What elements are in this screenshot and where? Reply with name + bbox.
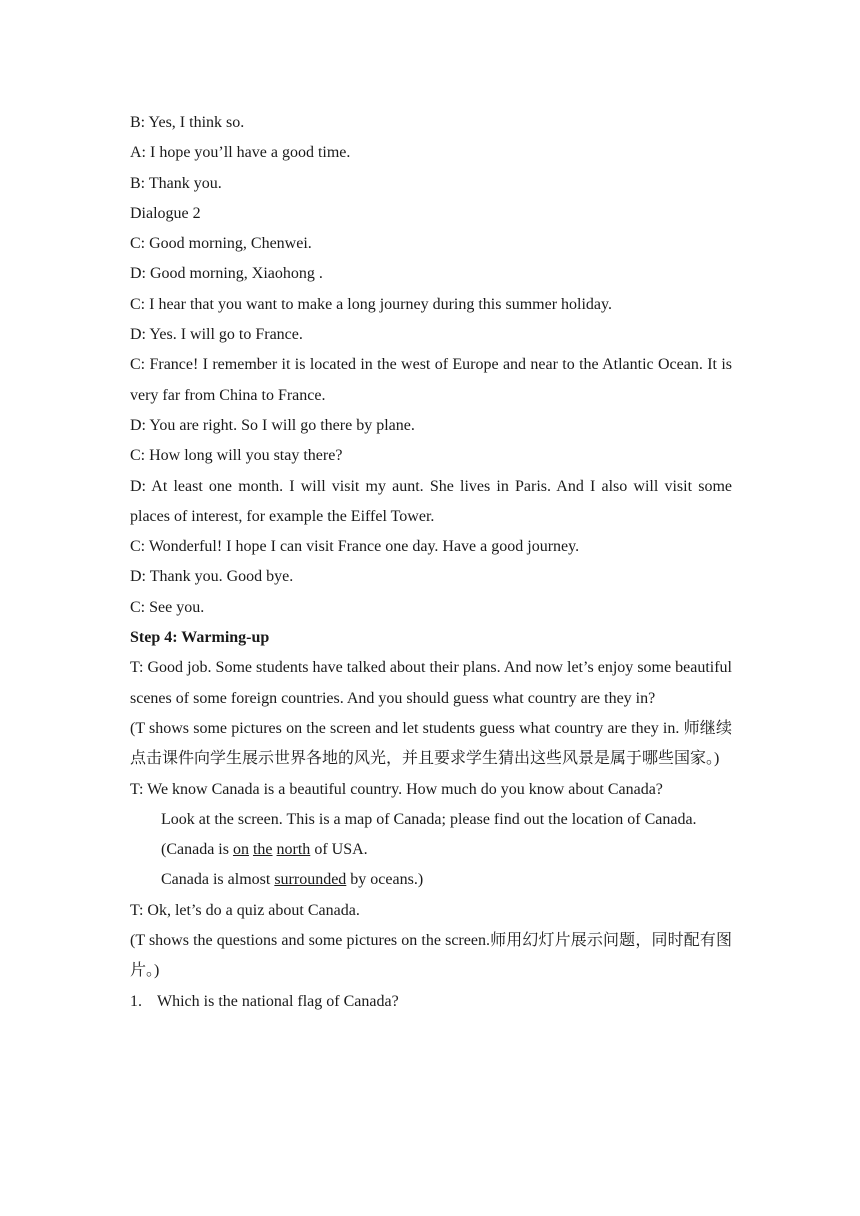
- underlined-word: the: [252, 841, 273, 859]
- answer-text: by oceans.): [346, 871, 424, 889]
- dialogue-line: B: Yes, I think so.: [130, 114, 245, 131]
- document-page: [130, 108, 732, 1017]
- answer-line-surrounded: [130, 865, 732, 895]
- dialogue-line: C: I hear that you want to make a long journey during this summer holiday.: [130, 295, 612, 313]
- dialogue-line: C: Good morning, Chenwei.: [130, 235, 312, 253]
- dialogue-line: D: Good morning, Xiaohong .: [130, 265, 323, 283]
- question-text: Which is the national flag of Canada?: [157, 992, 399, 1010]
- dialogue-line: A: I hope you’ll have a good time.: [130, 144, 351, 162]
- answer-text: of USA.: [310, 841, 368, 859]
- quiz-question: [130, 987, 732, 1017]
- dialogue-paragraph-paris: D: At least one month. I will visit my aunt. She lives in Paris. And I also will visit some places of interest, for example the Eiffel Tower.: [130, 477, 732, 525]
- dialogue-line: C: How long will you stay there?: [130, 447, 343, 465]
- question-number: 1.: [130, 992, 142, 1010]
- dialogue-heading: Dialogue 2: [130, 204, 201, 222]
- dialogue-line: D: You are right. So I will go there by plane.: [130, 416, 415, 434]
- dialogue-paragraph-france: C: France! I remember it is located in the west of Europe and near to the Atlantic Ocean. It is very far from China to France.: [130, 356, 732, 404]
- dialogue-line: C: Wonderful! I hope I can visit France one day. Have a good journey.: [130, 538, 580, 556]
- underlined-word: on: [232, 841, 249, 859]
- dialogue-line: B: Thank you.: [130, 174, 222, 192]
- underlined-word: north: [276, 841, 311, 859]
- underlined-word: surrounded: [274, 871, 347, 889]
- answer-text: (Canada is: [161, 841, 233, 859]
- step-heading: Step 4: Warming-up: [130, 629, 270, 647]
- answer-text: Canada is almost: [161, 871, 275, 889]
- teacher-note-paragraph: (T shows the questions and some pictures on the screen.师用幻灯片展示问题，同时配有图片。): [130, 932, 732, 980]
- teacher-line: T: We know Canada is a beautiful country. How much do you know about Canada?: [130, 780, 663, 798]
- teacher-note-paragraph: (T shows some pictures on the screen and let students guess what country are they in. 师继续点击课件向学生展示世界各地的风光，并且要求学生猜出这些风景是属于哪些国家。): [130, 719, 732, 768]
- instruction-paragraph: Look at the screen. This is a map of Canada; please find out the location of Canada.: [161, 810, 697, 828]
- dialogue-line: D: Yes. I will go to France.: [130, 326, 303, 344]
- teacher-paragraph: T: Good job. Some students have talked about their plans. And now let’s enjoy some beautiful scenes of some foreign countries. And you should guess what country are they in?: [130, 659, 732, 707]
- answer-line-north: [130, 835, 732, 865]
- dialogue-line: D: Thank you. Good bye.: [130, 568, 294, 586]
- teacher-line: T: Ok, let’s do a quiz about Canada.: [130, 901, 360, 919]
- dialogue-line: C: See you.: [130, 598, 205, 616]
